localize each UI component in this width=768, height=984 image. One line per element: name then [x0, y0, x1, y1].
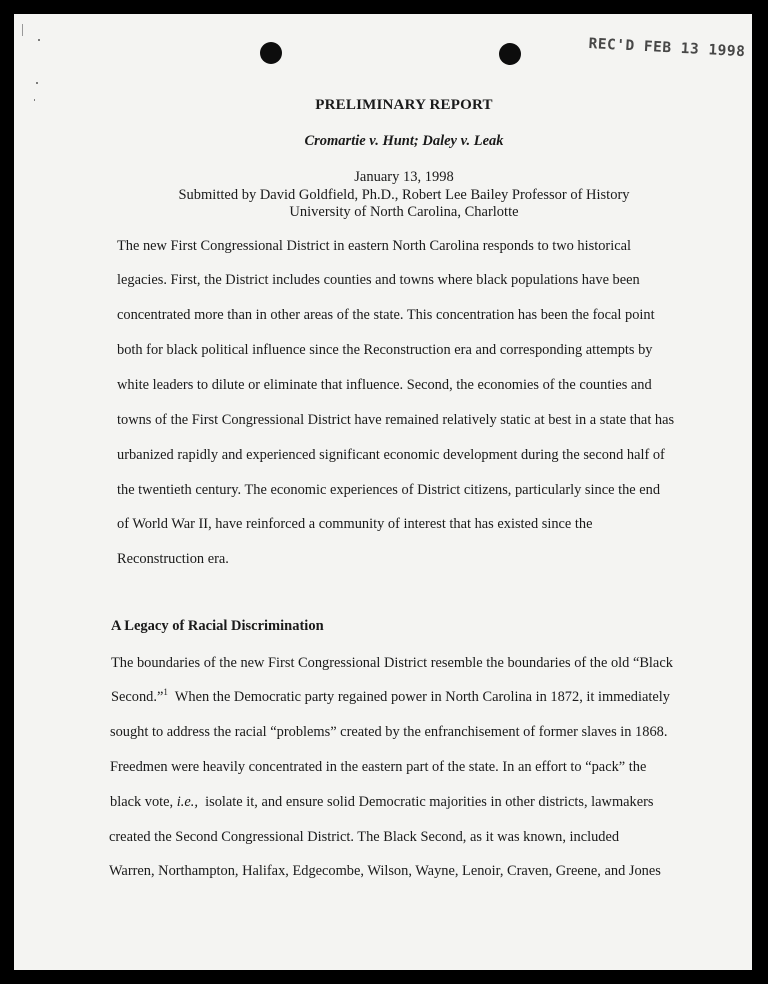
paragraph-line: created the Second Congressional District. The Black Second, as it was known, included: [109, 829, 620, 845]
report-date: January 13, 1998: [354, 169, 454, 185]
paragraph-line: the twentieth century. The economic experiences of District citizens, particularly since the end: [117, 482, 661, 498]
paragraph-line: both for black political influence since the Reconstruction era and corresponding attempts by: [117, 342, 653, 358]
punch-hole: [499, 43, 521, 65]
received-date-stamp: REC'D FEB 13 1998: [588, 36, 746, 61]
paragraph-line: The boundaries of the new First Congressional District resemble the boundaries of the old “Black: [111, 655, 673, 671]
line-text: When the Democratic party regained power in North Carolina in 1872, it immediately: [167, 689, 670, 705]
section-heading: A Legacy of Racial Discrimination: [111, 618, 324, 634]
line-text: black vote,: [110, 794, 177, 810]
paragraph-line: The new First Congressional District in eastern North Carolina responds to two historical: [117, 238, 631, 254]
paragraph-line: concentrated more than in other areas of the state. This concentration has been the focal point: [117, 307, 655, 323]
institution: University of North Carolina, Charlotte: [289, 204, 519, 220]
report-title: PRELIMINARY REPORT: [315, 97, 493, 113]
abbreviation-ie: i.e.,: [176, 794, 198, 810]
paragraph-line: sought to address the racial “problems” created by the enfranchisement of former slaves in 1868.: [110, 724, 668, 740]
paragraph-line: of World War II, have reinforced a community of interest that has existed since the: [117, 516, 593, 532]
case-caption: Cromartie v. Hunt; Daley v. Leak: [304, 133, 504, 149]
paragraph-line: [110, 794, 654, 811]
line-text: isolate it, and ensure solid Democratic majorities in other districts, lawmakers: [197, 794, 654, 810]
paragraph-line: Reconstruction era.: [117, 551, 229, 567]
submitted-by: Submitted by David Goldfield, Ph.D., Robert Lee Bailey Professor of History: [178, 187, 630, 203]
paragraph-line: [111, 689, 670, 706]
paragraph-line: towns of the First Congressional District have remained relatively static at best in a state that has: [117, 412, 675, 428]
line-text: Second.”: [111, 689, 164, 705]
scan-speck: [36, 82, 38, 84]
footnote-reference: 1: [163, 687, 168, 698]
document-page: [14, 14, 752, 970]
punch-hole: [260, 42, 282, 64]
scan-edge-mark: [22, 24, 23, 36]
paragraph-line: urbanized rapidly and experienced significant economic development during the second half of: [117, 447, 665, 463]
paragraph-line: white leaders to dilute or eliminate that influence. Second, the economies of the counties and: [117, 377, 652, 393]
scan-speck: [38, 39, 40, 41]
paragraph-line: legacies. First, the District includes counties and towns where black populations have been: [117, 272, 640, 288]
paragraph-line: Freedmen were heavily concentrated in the eastern part of the state. In an effort to “pack” the: [110, 759, 647, 775]
paragraph-line: Warren, Northampton, Halifax, Edgecombe, Wilson, Wayne, Lenoir, Craven, Greene, and Jones: [109, 863, 661, 879]
